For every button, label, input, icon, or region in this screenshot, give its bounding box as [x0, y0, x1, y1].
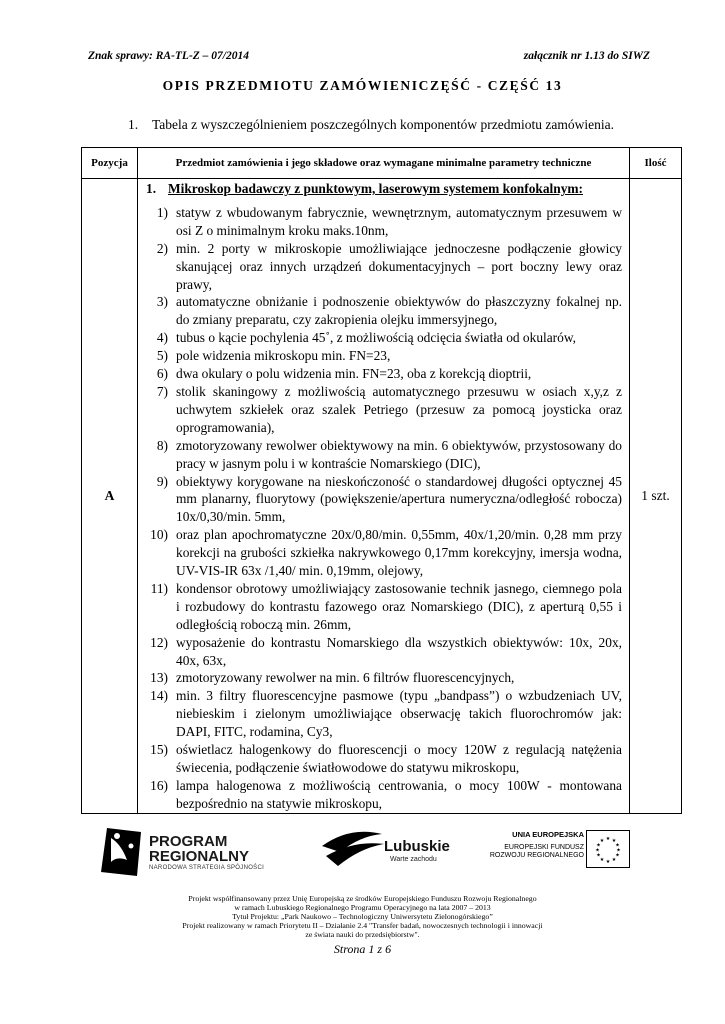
footer-line2: w ramach Lubuskiego Regionalnego Programu Operacyjnego na lata 2007 – 2013	[234, 902, 491, 912]
list-item-number: 7)	[156, 383, 168, 399]
list-item	[146, 293, 622, 329]
list-item-text: dwa okulary o polu widzenia min. FN=23, oba z korekcją dioptrii,	[176, 366, 532, 382]
list-item-number: 5)	[156, 348, 168, 364]
list-item-text: zmotoryzowany rewolwer obiektywowy na min. 6 obiektywów, przystosowany do pracy w jasnym polu i w kontraście Nomarskiego (DIC),	[176, 437, 622, 471]
program-tagline: NARODOWA STRATEGIA SPÓJNOŚCI	[149, 865, 265, 871]
list-item-text: wyposażenie do kontrastu Nomarskiego dla wszystkich obiektywów: 10x, 20x, 40x, 63x,	[176, 634, 622, 668]
svg-text:★: ★	[605, 836, 611, 842]
lubuskie-name: Lubuskie	[384, 838, 450, 855]
program-line2: REGIONALNY	[149, 848, 250, 865]
svg-text:★: ★	[605, 859, 611, 865]
program-regionalny-emblem-icon	[97, 820, 147, 880]
footer-line1: Projekt współfinansowany przez Unię Europejską ze środków Europejskiego Funduszu Rozwoju Regionalnego	[188, 894, 537, 903]
list-item-number: 9)	[156, 473, 168, 489]
svg-text:★: ★	[596, 842, 601, 849]
list-item-number: 8)	[156, 437, 168, 453]
svg-text:★: ★	[596, 852, 601, 859]
list-item	[146, 777, 622, 813]
list-item-text: oświetlacz halogenkowy do fluorescencji o mocy 120W z regulacją natężenia świecenia, podłączenie światłowodowe do statywu mikroskopu,	[176, 742, 622, 775]
subitem-list	[146, 204, 622, 813]
list-item-text: oraz plan apochromatyczne 20x/0,80/min. 0,55mm, 40x/1,20/min. 0,28 mm przy korekcji na grubości szkiełka nakrywkowego 0,17mm korekcyjny, imersja wodna, UV-VIS-IR 63x /1,40/ min. 0,19mm, olejowy,	[176, 527, 622, 579]
header-quantity: Ilość	[630, 148, 682, 179]
list-item	[146, 365, 622, 383]
item-number: 1.	[146, 181, 157, 196]
list-item-number: 15)	[150, 742, 168, 758]
list-item-text: zmotoryzowany rewolwer na min. 6 filtrów fluorescencyjnych,	[176, 670, 515, 686]
list-item-number: 12)	[150, 634, 168, 650]
header-position: Pozycja	[82, 148, 138, 179]
footer	[0, 895, 725, 940]
list-item-text: min. 2 porty w mikroskopie umożliwiające jednoczesne podłączenie głowicy skanującej oraz innych urządzeń dokumentacyjnych – port boczny lewy oraz prawy,	[176, 240, 622, 292]
list-item-number: 3)	[156, 294, 168, 310]
list-item-text: statyw z wbudowanym fabrycznie, wewnętrznym, automatycznym przesuwem w osi Z o minimalnym kroku maks.10nm,	[176, 204, 622, 238]
item-title	[146, 180, 622, 198]
svg-text:★: ★	[615, 842, 620, 849]
svg-text:★: ★	[611, 857, 617, 863]
list-item	[146, 580, 622, 634]
list-item	[146, 383, 622, 437]
intro-paragraph	[128, 117, 614, 133]
program-regionalny-logo	[97, 820, 277, 880]
list-item	[146, 437, 622, 473]
list-item-text: min. 3 filtry fluorescencyjne pasmowe (typu „bandpass”) o wzbudzeniach UV, niebieskim i zielonym umożliwiające obserwację takich fluorochromów jak: DAPI, FITC, rodamina, Cy3,	[176, 688, 622, 740]
list-item-number: 10)	[150, 527, 168, 543]
eu-flag-icon	[586, 830, 630, 868]
list-item-text: tubus o kącie pochylenia 45˚, z możliwością odcięcia światła od okularów,	[176, 330, 576, 346]
list-item-text: stolik skaningowy z możliwością automatycznego przesuwu w osiach x,y,z z uchwytem szkiełek oraz szalek Petriego (przesuw za pomocą joysticka oraz oprogramowania),	[176, 383, 622, 435]
list-item-number: 11)	[150, 580, 168, 596]
list-item-number: 2)	[156, 240, 168, 256]
list-item	[146, 687, 622, 741]
eu-fund-text	[490, 844, 584, 860]
svg-text:★: ★	[615, 852, 620, 859]
eu-line2: EUROPEJSKI FUNDUSZ	[504, 844, 584, 851]
svg-text:★: ★	[599, 838, 605, 844]
svg-text:★: ★	[599, 857, 605, 863]
list-item-text: pole widzenia mikroskopu min. FN=23,	[176, 348, 391, 364]
page-number: Strona 1 z 6	[333, 942, 392, 956]
logo-bar	[0, 820, 725, 880]
item-title-text: Mikroskop badawczy z punktowym, laserowym systemem konfokalnym:	[168, 181, 584, 196]
svg-text:★: ★	[595, 847, 600, 854]
table-header-row	[82, 148, 682, 179]
list-item-text: lampa halogenowa z możliwością centrowania, o mocy 100W - montowana bezpośrednio na statywie mikroskopu,	[176, 777, 622, 811]
list-item-text: automatyczne obniżanie i podnoszenie obiektywów do płaszczyzny fokalnej np. do zmiany preparatu, czy zakropienia olejku immersyjnego,	[176, 294, 622, 328]
lubuskie-wave-icon	[320, 826, 386, 872]
eu-line3: ROZWOJU REGIONALNEGO	[489, 852, 584, 859]
intro-text: Tabela z wyszczególnieniem poszczególnych komponentów przedmiotu zamówienia.	[152, 117, 615, 132]
list-item-text: kondensor obrotowy umożliwiający zastosowanie technik jasnego, ciemnego pola i rozbudowy do kontrastu fazowego oraz Nomarskiego (DIC), z aperturą 0,55 i odległością roboczą min. 26mm,	[176, 580, 622, 632]
list-item	[146, 473, 622, 527]
list-item	[146, 634, 622, 670]
list-item	[146, 240, 622, 294]
quantity-cell: 1 szt.	[630, 179, 682, 814]
header-subject: Przedmiot zamówienia i jego składowe oraz wymagane minimalne parametry techniczne	[138, 148, 630, 179]
lubuskie-logo	[320, 826, 450, 876]
list-item-number: 13)	[150, 670, 168, 686]
position-cell: A	[82, 179, 138, 814]
list-item-number: 14)	[150, 688, 168, 704]
svg-text:★: ★	[616, 847, 621, 854]
list-item	[146, 526, 622, 580]
footer-line4: Projekt realizowany w ramach Priorytetu II – Działanie 2.4 "Transfer badań, nowoczesnych technologii i innowacji	[182, 920, 543, 930]
case-reference: Znak sprawy: RA-TL-Z – 07/2014	[88, 50, 249, 62]
table-row	[82, 179, 682, 814]
subject-cell	[138, 179, 630, 814]
list-item	[146, 741, 622, 777]
list-item-text: obiektywy korygowane na nieskończoność o standardowej długości optycznej 45 mm planarny, fluorytowy (powiększenie/apertura numeryczna/odległość robocza) 10x/0,30/min. 5mm,	[176, 473, 622, 525]
program-regionalny-text	[149, 834, 249, 864]
list-item-number: 6)	[156, 366, 168, 382]
specification-table	[81, 147, 682, 814]
eu-line1: UNIA EUROPEJSKA	[512, 830, 584, 839]
attachment-label: załącznik nr 1.13 do SIWZ	[523, 50, 650, 62]
footer-line5: ze świata nauki do przedsiębiorstw".	[305, 929, 420, 939]
footer-line3: Tytuł Projektu: „Park Naukowo – Technologiczny Uniwersytetu Zielonogórskiego”	[232, 911, 493, 921]
list-item	[146, 329, 622, 347]
list-item-number: 16)	[150, 777, 168, 793]
list-item	[146, 204, 622, 240]
list-item-number: 4)	[156, 330, 168, 346]
list-item	[146, 347, 622, 365]
svg-text:★: ★	[611, 838, 617, 844]
intro-number: 1.	[128, 117, 139, 132]
document-title: OPIS PRZEDMIOTU ZAMÓWIENICZĘŚĆ - CZĘŚĆ 13	[162, 78, 563, 93]
list-item-number: 1)	[156, 204, 168, 220]
program-line1: PROGRAM	[149, 833, 228, 850]
list-item	[146, 669, 622, 687]
lubuskie-tagline: Warte zachodu	[390, 856, 437, 863]
eu-logo	[480, 830, 680, 880]
